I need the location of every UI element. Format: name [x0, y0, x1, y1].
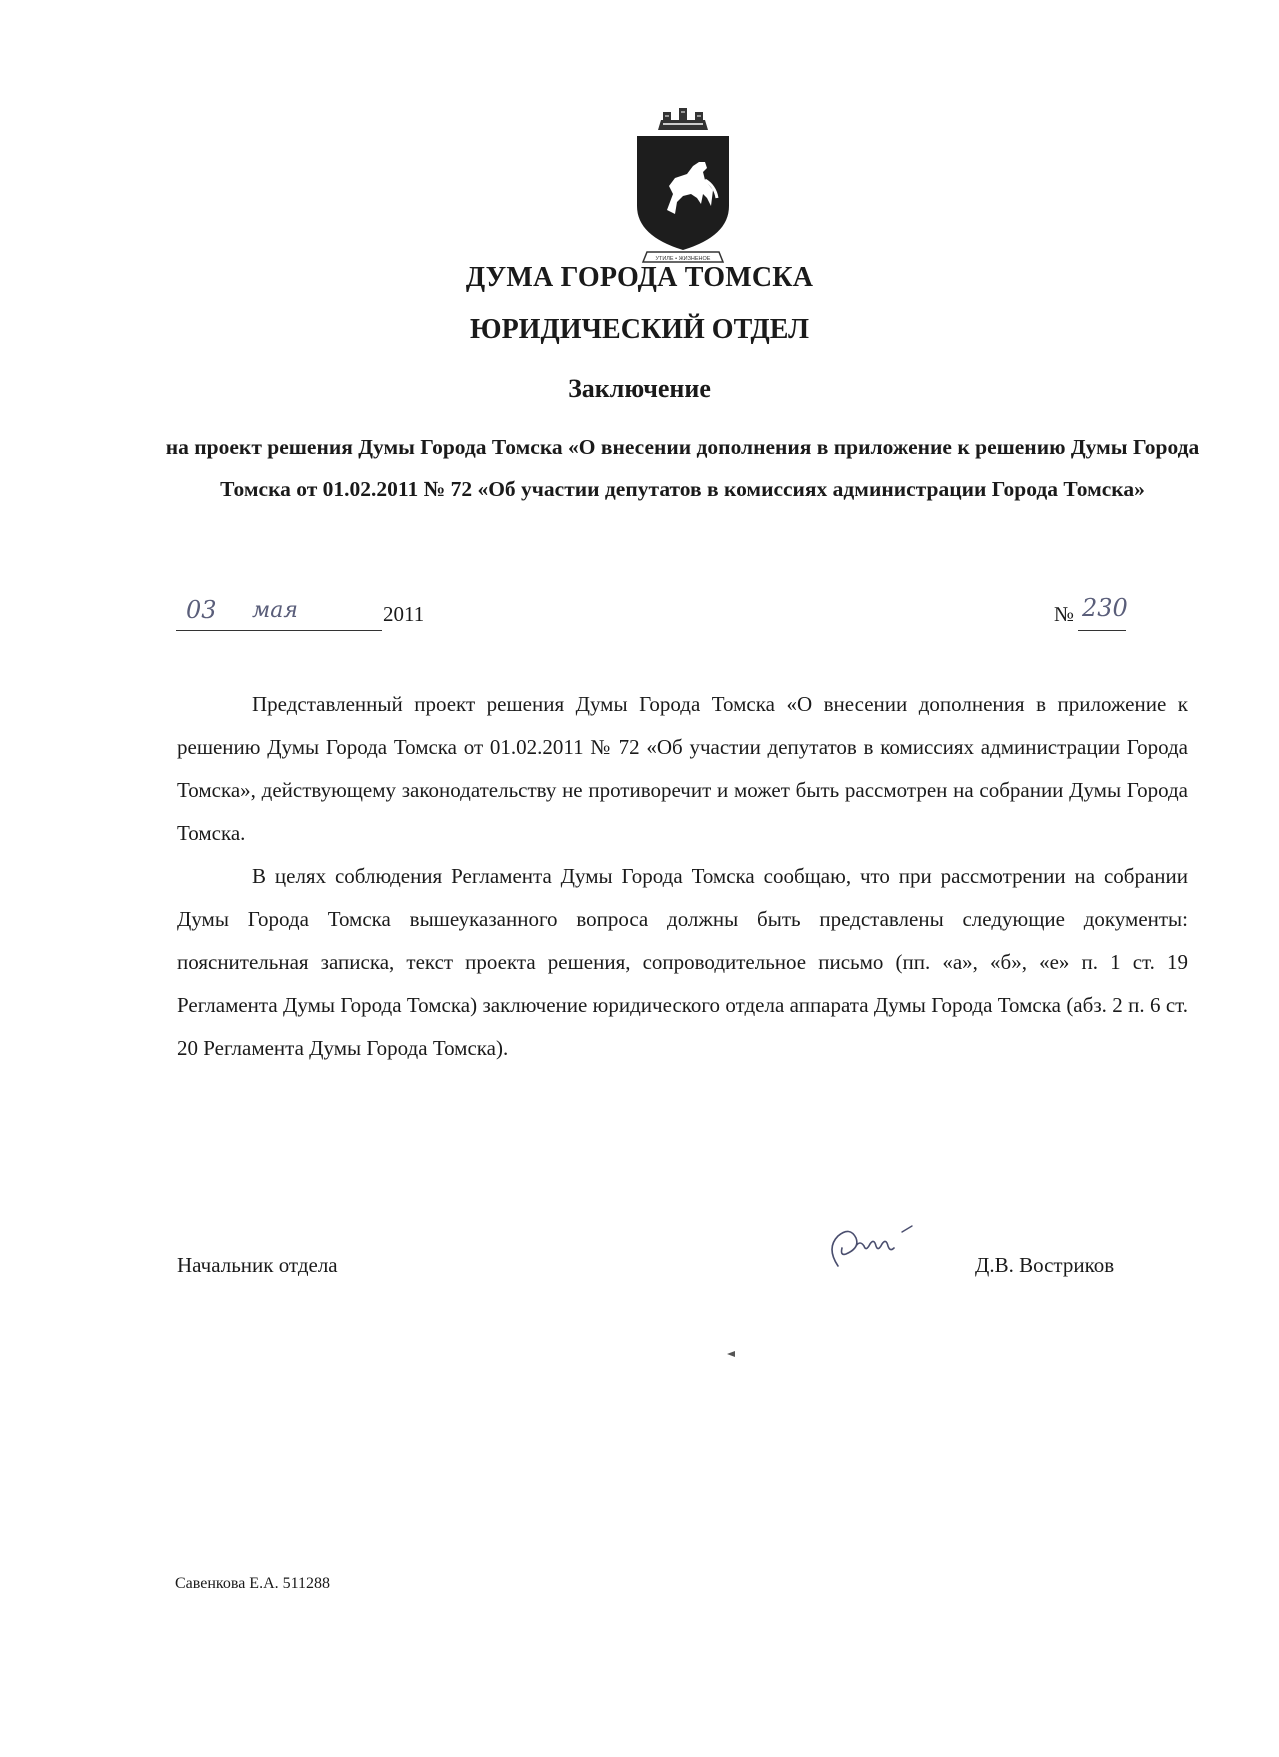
document-type: Заключение [568, 374, 711, 403]
executor-contact: Савенкова Е.А. 511288 [175, 1575, 331, 1592]
date-month-handwritten: мая [252, 598, 298, 623]
emblem-motto: УТИЛЕ • ЖИЗНЕНОЕ [655, 256, 711, 262]
signatory-position: Начальник отдела [177, 1253, 338, 1277]
organization-name: ДУМА ГОРОДА ТОМСКА [465, 262, 814, 293]
date-year: 2011 [383, 602, 425, 626]
number-handwritten: 230 [1082, 594, 1128, 622]
handwritten-signature-icon [816, 1218, 926, 1278]
body-paragraph: Представленный проект решения Думы Города Томска «О внесении дополнения в приложение к решению Думы Города Томска от 01.02.2011 № 72 «Об участии депутатов в комиссиях администрации Города Томска», действующему законодательству не противоречит и может быть рассмотрен на собрании Думы Города Томска. [177, 692, 1188, 845]
department-name: ЮРИДИЧЕСКИЙ ОТДЕЛ [470, 314, 809, 345]
number-label: № [1054, 602, 1075, 626]
signatory-name: Д.В. Востриков [975, 1253, 1115, 1277]
scan-artifact-icon [727, 1351, 735, 1357]
body-paragraph: В целях соблюдения Регламента Думы Города Томска сообщаю, что при рассмотрении на собрании Думы Города Томска вышеуказанного вопроса должны быть представлены следующие документы: пояснительная записка, текст проекта решения, сопроводительное письмо (пп. «а», «б», «е» п. 1 ст. 19 Регламента Думы Города Томска) заключение юридического отдела аппарата Думы Города Томска (абз. 2 п. 6 ст. 20 Регламента Думы Города Томска). [177, 864, 1188, 1060]
document-body [177, 683, 1188, 1070]
date-day-handwritten: 03 [186, 596, 217, 624]
tomsk-coat-of-arms-icon [633, 106, 733, 274]
document-subject: на проект решения Думы Города Томска «О внесении дополнения в приложение к решению Думы Города Томска от 01.02.2011 № 72 «Об участии депутатов в комиссиях администрации Города Томска» [165, 435, 1200, 501]
